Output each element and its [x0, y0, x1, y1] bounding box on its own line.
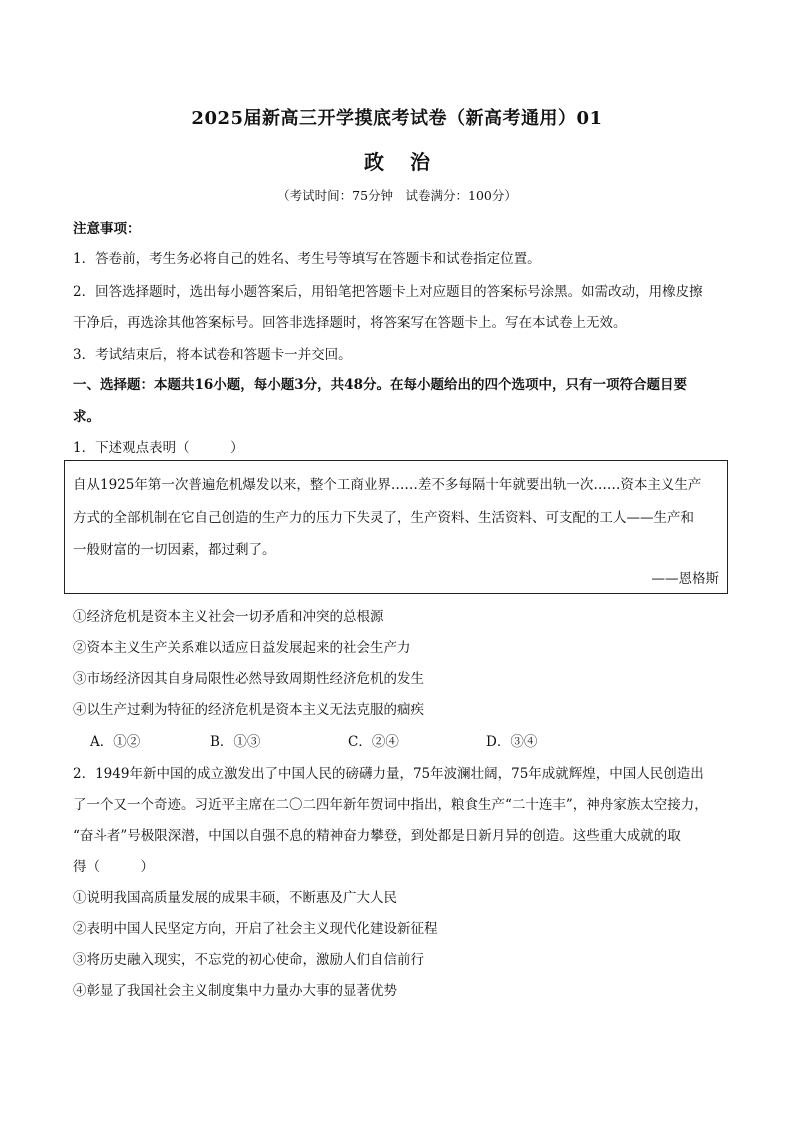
q1-stem: 1．下述观点表明（ ） [73, 440, 244, 456]
q2-stem-line-4: 得（ ） [73, 859, 154, 875]
subject-char-1: 政 [364, 150, 384, 174]
q1-quote-line-1: 自从1925年第一次普遍危机爆发以来，整个工商业界……差不多每隔十年就要出轨一次……资本主义生产 [73, 477, 702, 493]
q1-option-b[interactable]: B．①③ [210, 734, 261, 750]
q1-statement-2: ②资本主义生产关系难以适应日益发展起来的社会生产力 [73, 640, 411, 656]
q2-statement-2: ②表明中国人民坚定方向，开启了社会主义现代化建设新征程 [73, 921, 438, 937]
q2-stem-line-3: “奋斗者”号极限深潜，中国以自强不息的精神奋力攀登，到处都是日新月异的创造。这些重大成就的取 [73, 828, 681, 844]
q1-quote-line-2: 方式的全部机制在它自己创造的生产力的压力下失灵了，生产资料、生活资料、可支配的工人——生产和 [73, 510, 694, 526]
q1-option-a[interactable]: A．①② [90, 734, 141, 750]
section-heading-line-2: 求。 [73, 409, 100, 425]
q2-statement-3: ③将历史融入现实，不忘党的初心使命，激励人们自信前行 [73, 952, 424, 968]
q1-option-c[interactable]: C．②④ [348, 734, 399, 750]
subject-char-2: 治 [410, 150, 430, 174]
q2-stem-line-1: 2．1949年新中国的成立激发出了中国人民的磅礴力量，75年波澜壮阔，75年成就辉煌，中国人民创造出 [73, 766, 704, 782]
q1-option-d[interactable]: D．③④ [486, 734, 538, 750]
exam-info: （考试时间：75分钟 试卷满分：100分） [277, 188, 517, 203]
q1-quote-author: ——恩格斯 [651, 571, 719, 587]
subject-title [0, 146, 794, 175]
q1-quote-line-3: 一般财富的一切因素，都过剩了。 [73, 542, 276, 558]
notice-item-3: 3．考试结束后，将本试卷和答题卡一并交回。 [73, 347, 352, 363]
q1-quote-box [64, 460, 728, 594]
q2-stem-line-2: 了一个又一个奇迹。习近平主席在二〇二四年新年贺词中指出，粮食生产“二十连丰”，神舟家族太空接力， [73, 797, 708, 813]
notice-item-2-line-2: 干净后，再选涂其他答案标号。回答非选择题时，将答案写在答题卡上。写在本试卷上无效。 [73, 315, 627, 331]
q2-statement-1: ①说明我国高质量发展的成果丰硕，不断惠及广大人民 [73, 890, 397, 906]
q2-statement-4: ④彰显了我国社会主义制度集中力量办大事的显著优势 [73, 983, 397, 999]
q1-statement-1: ①经济危机是资本主义社会一切矛盾和冲突的总根源 [73, 609, 384, 625]
section-heading-line-1: 一、选择题：本题共16小题，每小题3分，共48分。在每小题给出的四个选项中，只有一项符合题目要 [73, 377, 687, 393]
q1-statement-4: ④以生产过剩为特征的经济危机是资本主义无法克服的痼疾 [73, 702, 424, 718]
q1-options [90, 730, 650, 750]
q1-statement-3: ③市场经济因其自身局限性必然导致周期性经济危机的发生 [73, 671, 424, 687]
notice-item-1: 1．答卷前，考生务必将自己的姓名、考生号等填写在答题卡和试卷指定位置。 [73, 251, 541, 267]
notice-heading: 注意事项： [73, 221, 141, 237]
exam-title: 2025届新高三开学摸底考试卷（新高考通用）01 [191, 108, 603, 129]
notice-item-2-line-1: 2．回答选择题时，选出每小题答案后，用铅笔把答题卡上对应题目的答案标号涂黑。如需改动，用橡皮擦 [73, 284, 703, 300]
